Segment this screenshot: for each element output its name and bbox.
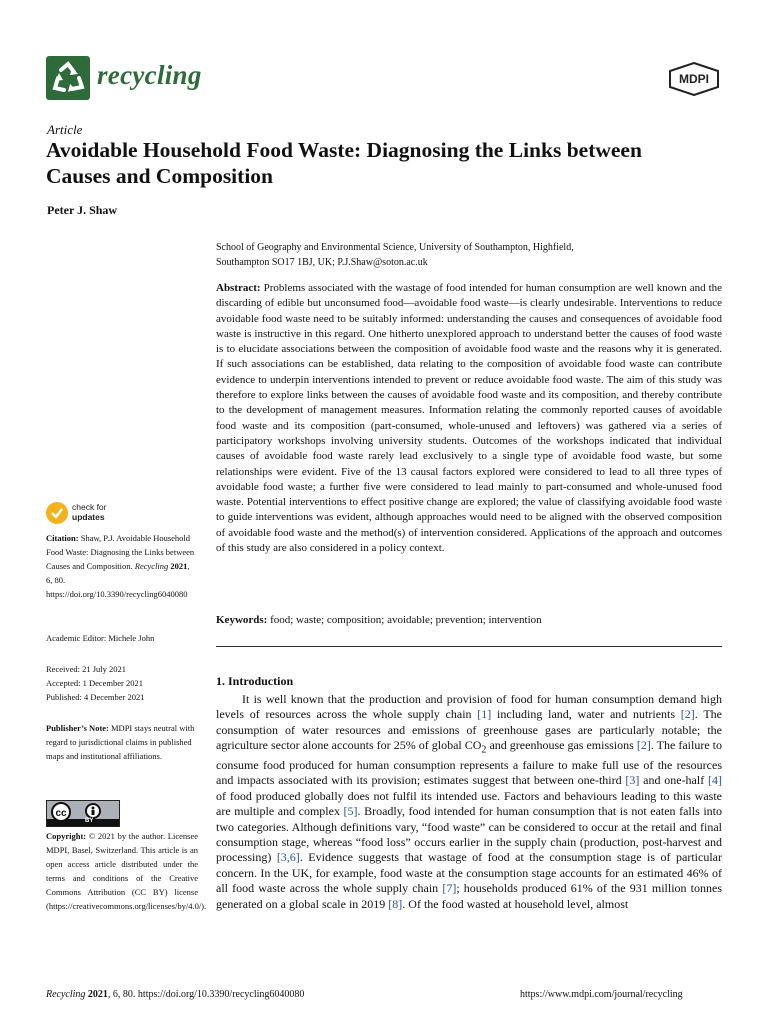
reference-link[interactable]: [4]	[708, 773, 722, 788]
mdpi-logo-text: MDPI	[679, 72, 709, 86]
citation-year: 2021	[170, 561, 188, 571]
footer-doi[interactable]: , 6, 80. https://doi.org/10.3390/recycling6040080	[107, 989, 305, 1000]
intro-text: and one-half	[639, 773, 708, 788]
keywords	[216, 614, 722, 626]
check-updates-label	[72, 502, 107, 522]
reference-link[interactable]: [2]	[680, 707, 695, 722]
intro-text: of food produced globally does not fulfil its intended use. Factors and behaviours leading to this waste are multiple and complex	[216, 788, 722, 819]
reference-link[interactable]: [2]	[636, 738, 651, 753]
reference-link[interactable]: [7]	[442, 881, 457, 896]
cc-license-badge[interactable]	[46, 800, 120, 827]
intro-text: . Of the food wasted at household level, almost	[402, 896, 629, 911]
cc-by-label: BY	[85, 818, 94, 824]
abstract	[216, 281, 722, 556]
copyright-text: © 2021 by the author. Licensee MDPI, Basel, Switzerland. This article is an open access article distributed under the terms and conditions of the Creative Commons Attribution (CC BY) license (https://creativecommons.org/licenses/by/4.0/).	[46, 831, 207, 911]
received-date: Received: 21 July 2021	[46, 664, 127, 674]
article-title: Avoidable Household Food Waste: Diagnosing the Links between Causes and Composition	[46, 138, 642, 188]
copyright-label: Copyright:	[46, 831, 87, 841]
subscript: 2	[481, 744, 487, 756]
footer-citation	[46, 989, 304, 1000]
publisher-note-label: Publisher’s Note:	[46, 723, 109, 733]
affiliation	[216, 240, 676, 270]
recycle-icon	[46, 56, 90, 100]
reference-link[interactable]: [3]	[625, 773, 640, 788]
abstract-text: Problems associated with the wastage of food intended for human consumption are well known and the discarding of edible but unconsumed food—avoidable food waste—is clearly undesirable. Interventions to reduce avoidable food waste need to be suitably informed: understanding the causes and consequences of avoidable food waste is instructive in this regard. One hitherto unexplored approach to understand better the causes of food waste is to elucidate associations between the composition of avoidable food waste and the reasons why it is generated. If such associations can be established, data relating to the composition of avoidable food waste can contribute evidence to underpin interventions intended to prevent or reduce avoidable food waste. The aim of this study was therefore to explore links between the causes of avoidable food waste and its composition, and thereby contribute to the development of management measures. Information relating the commonly reported causes of avoidable food waste and its composition (part-consumed, whole-unused and leftovers) was gathered via a series of participatory workshops involving university students. Outcomes of the workshops indicated that individual causes of avoidable food waste rarely lead exclusively to a single type of avoidable food waste, but some relationships were evident. Five of the 13 causal factors explored were considered to lead to all three types of avoidable food waste; a further five were considered to lead mainly to part-consumed and whole-unused food waste. Potential interventions to effect positive change are explored; the value of classifying avoidable food waste to guide interventions was evident, although approaches would need to be aligned with the observed composition of avoidable food waste and the method(s) of intervention considered. Applications of the approach and outcomes of this study are also considered in a policy context.	[216, 282, 723, 555]
section-divider	[216, 646, 722, 647]
check-updates-icon	[46, 502, 68, 524]
publisher-note	[46, 721, 198, 763]
check-updates-line-2: updates	[72, 512, 105, 522]
reference-link[interactable]: [1]	[477, 707, 492, 722]
footer-year: 2021	[87, 989, 108, 1000]
creative-commons-icon	[47, 801, 119, 826]
mdpi-logo[interactable]	[668, 62, 720, 96]
affiliation-line-2: Southampton SO17 1BJ, UK; P.J.Shaw@soton.ac.uk	[216, 257, 428, 268]
reference-link[interactable]: [3,6]	[276, 850, 300, 865]
intro-text: and greenhouse gas emissions	[486, 738, 637, 753]
citation-label: Citation:	[46, 533, 79, 543]
check-for-updates-button[interactable]	[46, 502, 176, 526]
reference-link[interactable]: [5]	[343, 804, 358, 819]
academic-editor: Academic Editor: Michele John	[46, 633, 155, 643]
citation	[46, 531, 198, 601]
svg-text:cc: cc	[55, 808, 67, 819]
journal-logo	[46, 56, 90, 100]
intro-text: . The failure to consume food produced for human consumption represents a failure to make full use of the resources and impacts associated with its provision; estimates suggest that between one-third	[216, 738, 722, 788]
keywords-text: food; waste; composition; avoidable; prevention; intervention	[270, 614, 542, 626]
reference-link[interactable]: [8]	[388, 896, 403, 911]
abstract-label: Abstract:	[216, 282, 261, 294]
publisher-note-text: MDPI stays neutral with regard to jurisdictional claims in published maps and institutional affiliations.	[46, 723, 195, 761]
citation-doi[interactable]: , 6, 80. https://doi.org/10.3390/recycling6040080	[46, 561, 190, 599]
copyright	[46, 829, 207, 913]
published-date: Published: 4 December 2021	[46, 692, 145, 702]
journal-name: recycling	[97, 60, 202, 90]
citation-text: Shaw, P.J. Avoidable Household Food Waste: Diagnosing the Links between Causes and Composition.	[46, 533, 195, 571]
introduction-paragraph	[216, 692, 722, 912]
section-heading-introduction: 1. Introduction	[216, 674, 294, 688]
author-name: Peter J. Shaw	[47, 203, 118, 217]
intro-text: It is well known that the production and provision of food for human consumption demand high levels of resources across the whole supply chain	[216, 692, 722, 722]
footer-journal-url[interactable]: https://www.mdpi.com/journal/recycling	[520, 989, 683, 1000]
article-type: Article	[47, 122, 83, 137]
intro-text: including land, water and nutrients	[491, 707, 681, 722]
intro-text: . Evidence suggests that wastage of food at the consumption stage is of particular concern. In the UK, for example, food waste at the consumption stage accounts for an estimated 46% of all food waste across the whole supply chain	[216, 850, 722, 896]
intro-text: ; households produced 61% of the 931 million tonnes generated on a global scale in 2019	[216, 881, 723, 911]
accepted-date: Accepted: 1 December 2021	[46, 678, 143, 688]
intro-text: . The consumption of water resources and emissions of greenhouse gases are particularly notable; the agriculture sector alone accounts for 25% of global CO	[216, 707, 722, 753]
intro-text: . Broadly, food intended for human consumption that is not eaten falls into two categories. Although definitions vary, “food waste” can be considered to occur at the retail and final consumption stage, whereas “food loss” occurs earlier in the supply chain (production, post-harvest and processing)	[216, 804, 722, 865]
publication-dates	[46, 662, 144, 704]
citation-journal: Recycling	[134, 561, 169, 571]
footer-journal: Recycling	[46, 989, 86, 1000]
keywords-label: Keywords:	[216, 614, 268, 626]
check-updates-line-1: check for	[72, 502, 107, 512]
affiliation-line-1: School of Geography and Environmental Science, University of Southampton, Highfield,	[216, 242, 574, 253]
